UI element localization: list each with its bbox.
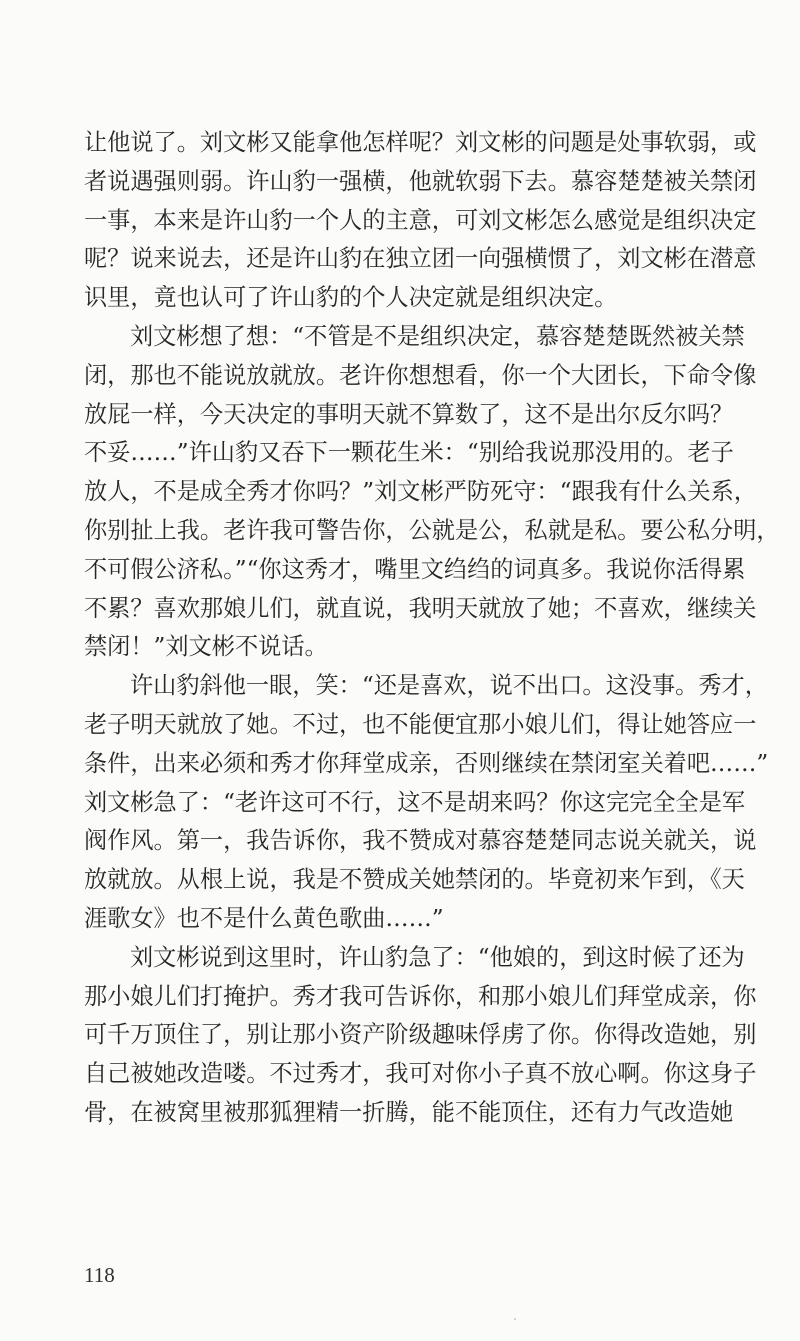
text-line: 不可假公济私。”“你这秀才，嘴里文绉绉的词真多。我说你活得累: [84, 555, 746, 583]
text-line: 刘文彬想了想：“不管是不是组织决定，慕容楚楚既然被关禁: [130, 322, 745, 350]
text-line: 放人，不是成全秀才你吗？”刘文彬严防死守：“跟我有什么关系，: [84, 478, 757, 506]
text-line: 不妥……”许山豹又吞下一颗花生米：“别给我说那没用的。老子: [84, 439, 734, 467]
text-line: 放屁一样，今天决定的事明天就不算数了，这不是出尔反尔吗？: [84, 400, 734, 428]
paragraph: [84, 939, 757, 1133]
text-line: 刘文彬说到这里时，许山豹急了：“他娘的，到这时候了还为: [130, 943, 745, 971]
text-line: 老子明天就放了她。不过，也不能便宜那小娘儿们，得让她答应一: [84, 710, 757, 738]
text-line: 那小娘儿们打掩护。秀才我可告诉你，和那小娘儿们拜堂成亲，你: [84, 982, 757, 1010]
text-line: 不累？喜欢那娘儿们，就直说，我明天就放了她；不喜欢，继续关: [84, 594, 757, 622]
text-line: 放就放。从根上说，我是不赞成关她禁闭的。毕竟初来乍到，《天: [84, 866, 745, 894]
text-line: 可千万顶住了，别让那小资产阶级趣味俘虏了你。你得改造她，别: [84, 1021, 757, 1049]
text-line: 你别扯上我。老许我可警告你，公就是公，私就是私。要公私分明，: [84, 516, 780, 544]
paragraph: [84, 318, 780, 667]
scan-speck: [514, 1318, 516, 1320]
text-line: 禁闭！”刘文彬不说话。: [84, 633, 328, 661]
text-line: 者说遇强则弱。许山豹一强横，他就软弱下去。慕容楚楚被关禁闭: [84, 167, 757, 195]
text-line: 一事，本来是许山豹一个人的主意，可刘文彬怎么感觉是组织决定: [84, 206, 757, 234]
text-line: 阀作风。第一，我告诉你，我不赞成对慕容楚楚同志说关就关，说: [84, 827, 757, 855]
text-line: 骨，在被窝里被那狐狸精一折腾，能不能顶住，还有力气改造她: [84, 1098, 734, 1126]
text-line: 涯歌女》也不是什么黄色歌曲……”: [84, 904, 444, 932]
text-line: 条件，出来必须和秀才你拜堂成亲，否则继续在禁闭室关着吧……”: [84, 749, 769, 777]
text-line: 让他说了。刘文彬又能拿他怎样呢？刘文彬的问题是处事软弱，或: [84, 129, 757, 156]
paragraph: [84, 124, 757, 318]
text-line: 识里，竟也认可了许山豹的个人决定就是组织决定。: [84, 284, 618, 312]
text-line: 呢？说来说去，还是许山豹在独立团一向强横惯了，刘文彬在潜意: [84, 245, 757, 273]
text-line: 自己被她改造喽。不过秀才，我可对你小子真不放心啊。你这身子: [84, 1060, 757, 1088]
text-line: 刘文彬急了：“老许这可不行，这不是胡来吗？你这完完全全是军: [84, 788, 746, 816]
page-number: 118: [84, 1263, 115, 1287]
text-line: 许山豹斜他一眼，笑：“还是喜欢，说不出口。这没事。秀才，: [130, 672, 768, 700]
body-text: [84, 124, 780, 1133]
paragraph: [84, 667, 769, 939]
text-line: 闭，那也不能说放就放。老许你想想看，你一个大团长，下命令像: [84, 361, 757, 389]
